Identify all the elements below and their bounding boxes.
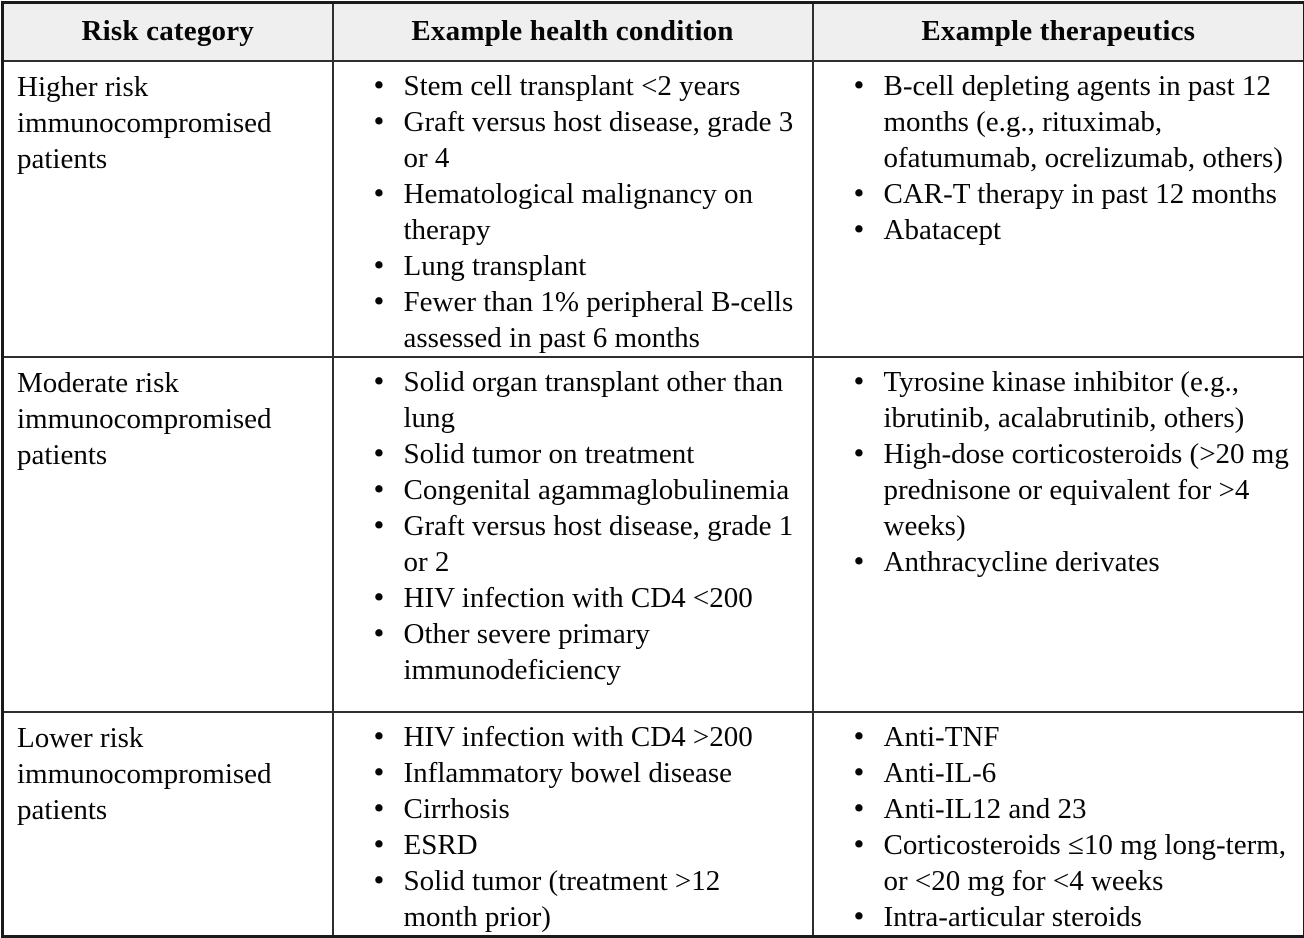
health-conditions-cell xyxy=(333,61,813,357)
risk-category-table xyxy=(1,1,1304,938)
list-item: • Cirrhosis xyxy=(374,791,802,827)
list-item: • Graft versus host disease, grade 3 or 4 xyxy=(374,104,802,176)
therapeutics-list xyxy=(814,358,1304,580)
list-item: • Solid tumor (treatment >12 month prior) xyxy=(374,863,802,935)
header-risk-category: Risk category xyxy=(3,3,333,61)
list-item: • HIV infection with CD4 <200 xyxy=(374,580,802,616)
list-item: • Hematological malignancy on therapy xyxy=(374,176,802,248)
list-item: • Corticosteroids ≤10 mg long-term, or <20 mg for <4 weeks xyxy=(854,827,1294,899)
health-conditions-cell xyxy=(333,357,813,712)
risk-category-cell: Lower risk immunocompromised patients xyxy=(3,712,333,937)
list-item: • Anthracycline derivates xyxy=(854,544,1294,580)
risk-category-cell: Moderate risk immunocompromised patients xyxy=(3,357,333,712)
list-item: • B-cell depleting agents in past 12 months (e.g., rituximab, ofatumumab, ocrelizumab, others) xyxy=(854,68,1294,176)
header-example-therapeutics: Example therapeutics xyxy=(813,3,1304,61)
list-item: • Graft versus host disease, grade 1 or 2 xyxy=(374,508,802,580)
therapeutics-cell xyxy=(813,357,1304,712)
conditions-list xyxy=(334,62,812,356)
list-item: • Inflammatory bowel disease xyxy=(374,755,802,791)
list-item: • Intra-articular steroids xyxy=(854,899,1294,935)
list-item: • Solid tumor on treatment xyxy=(374,436,802,472)
list-item: • Solid organ transplant other than lung xyxy=(374,364,802,436)
list-item: • Stem cell transplant <2 years xyxy=(374,68,802,104)
therapeutics-list xyxy=(814,62,1304,248)
table-row-lower-risk xyxy=(3,712,1304,937)
list-item: • Abatacept xyxy=(854,212,1294,248)
list-item: • HIV infection with CD4 >200 xyxy=(374,719,802,755)
therapeutics-cell xyxy=(813,61,1304,357)
conditions-list xyxy=(334,713,812,935)
table-row-higher-risk xyxy=(3,61,1304,357)
list-item: • Anti-IL12 and 23 xyxy=(854,791,1294,827)
list-item: • Congenital agammaglobulinemia xyxy=(374,472,802,508)
list-item: • Lung transplant xyxy=(374,248,802,284)
health-conditions-cell xyxy=(333,712,813,937)
risk-category-cell: Higher risk immunocompromised patients xyxy=(3,61,333,357)
list-item: • Anti-IL-6 xyxy=(854,755,1294,791)
list-item: • High-dose corticosteroids (>20 mg prednisone or equivalent for >4 weeks) xyxy=(854,436,1294,544)
header-row xyxy=(3,3,1304,61)
list-item: • Anti-TNF xyxy=(854,719,1294,755)
list-item: • ESRD xyxy=(374,827,802,863)
list-item: • Fewer than 1% peripheral B-cells assessed in past 6 months xyxy=(374,284,802,356)
list-item: • CAR-T therapy in past 12 months xyxy=(854,176,1294,212)
conditions-list xyxy=(334,358,812,688)
table-row-moderate-risk xyxy=(3,357,1304,712)
therapeutics-cell xyxy=(813,712,1304,937)
header-example-health-condition: Example health condition xyxy=(333,3,813,61)
list-item: • Other severe primary immunodeficiency xyxy=(374,616,802,688)
list-item: • Tyrosine kinase inhibitor (e.g., ibrutinib, acalabrutinib, others) xyxy=(854,364,1294,436)
therapeutics-list xyxy=(814,713,1304,935)
